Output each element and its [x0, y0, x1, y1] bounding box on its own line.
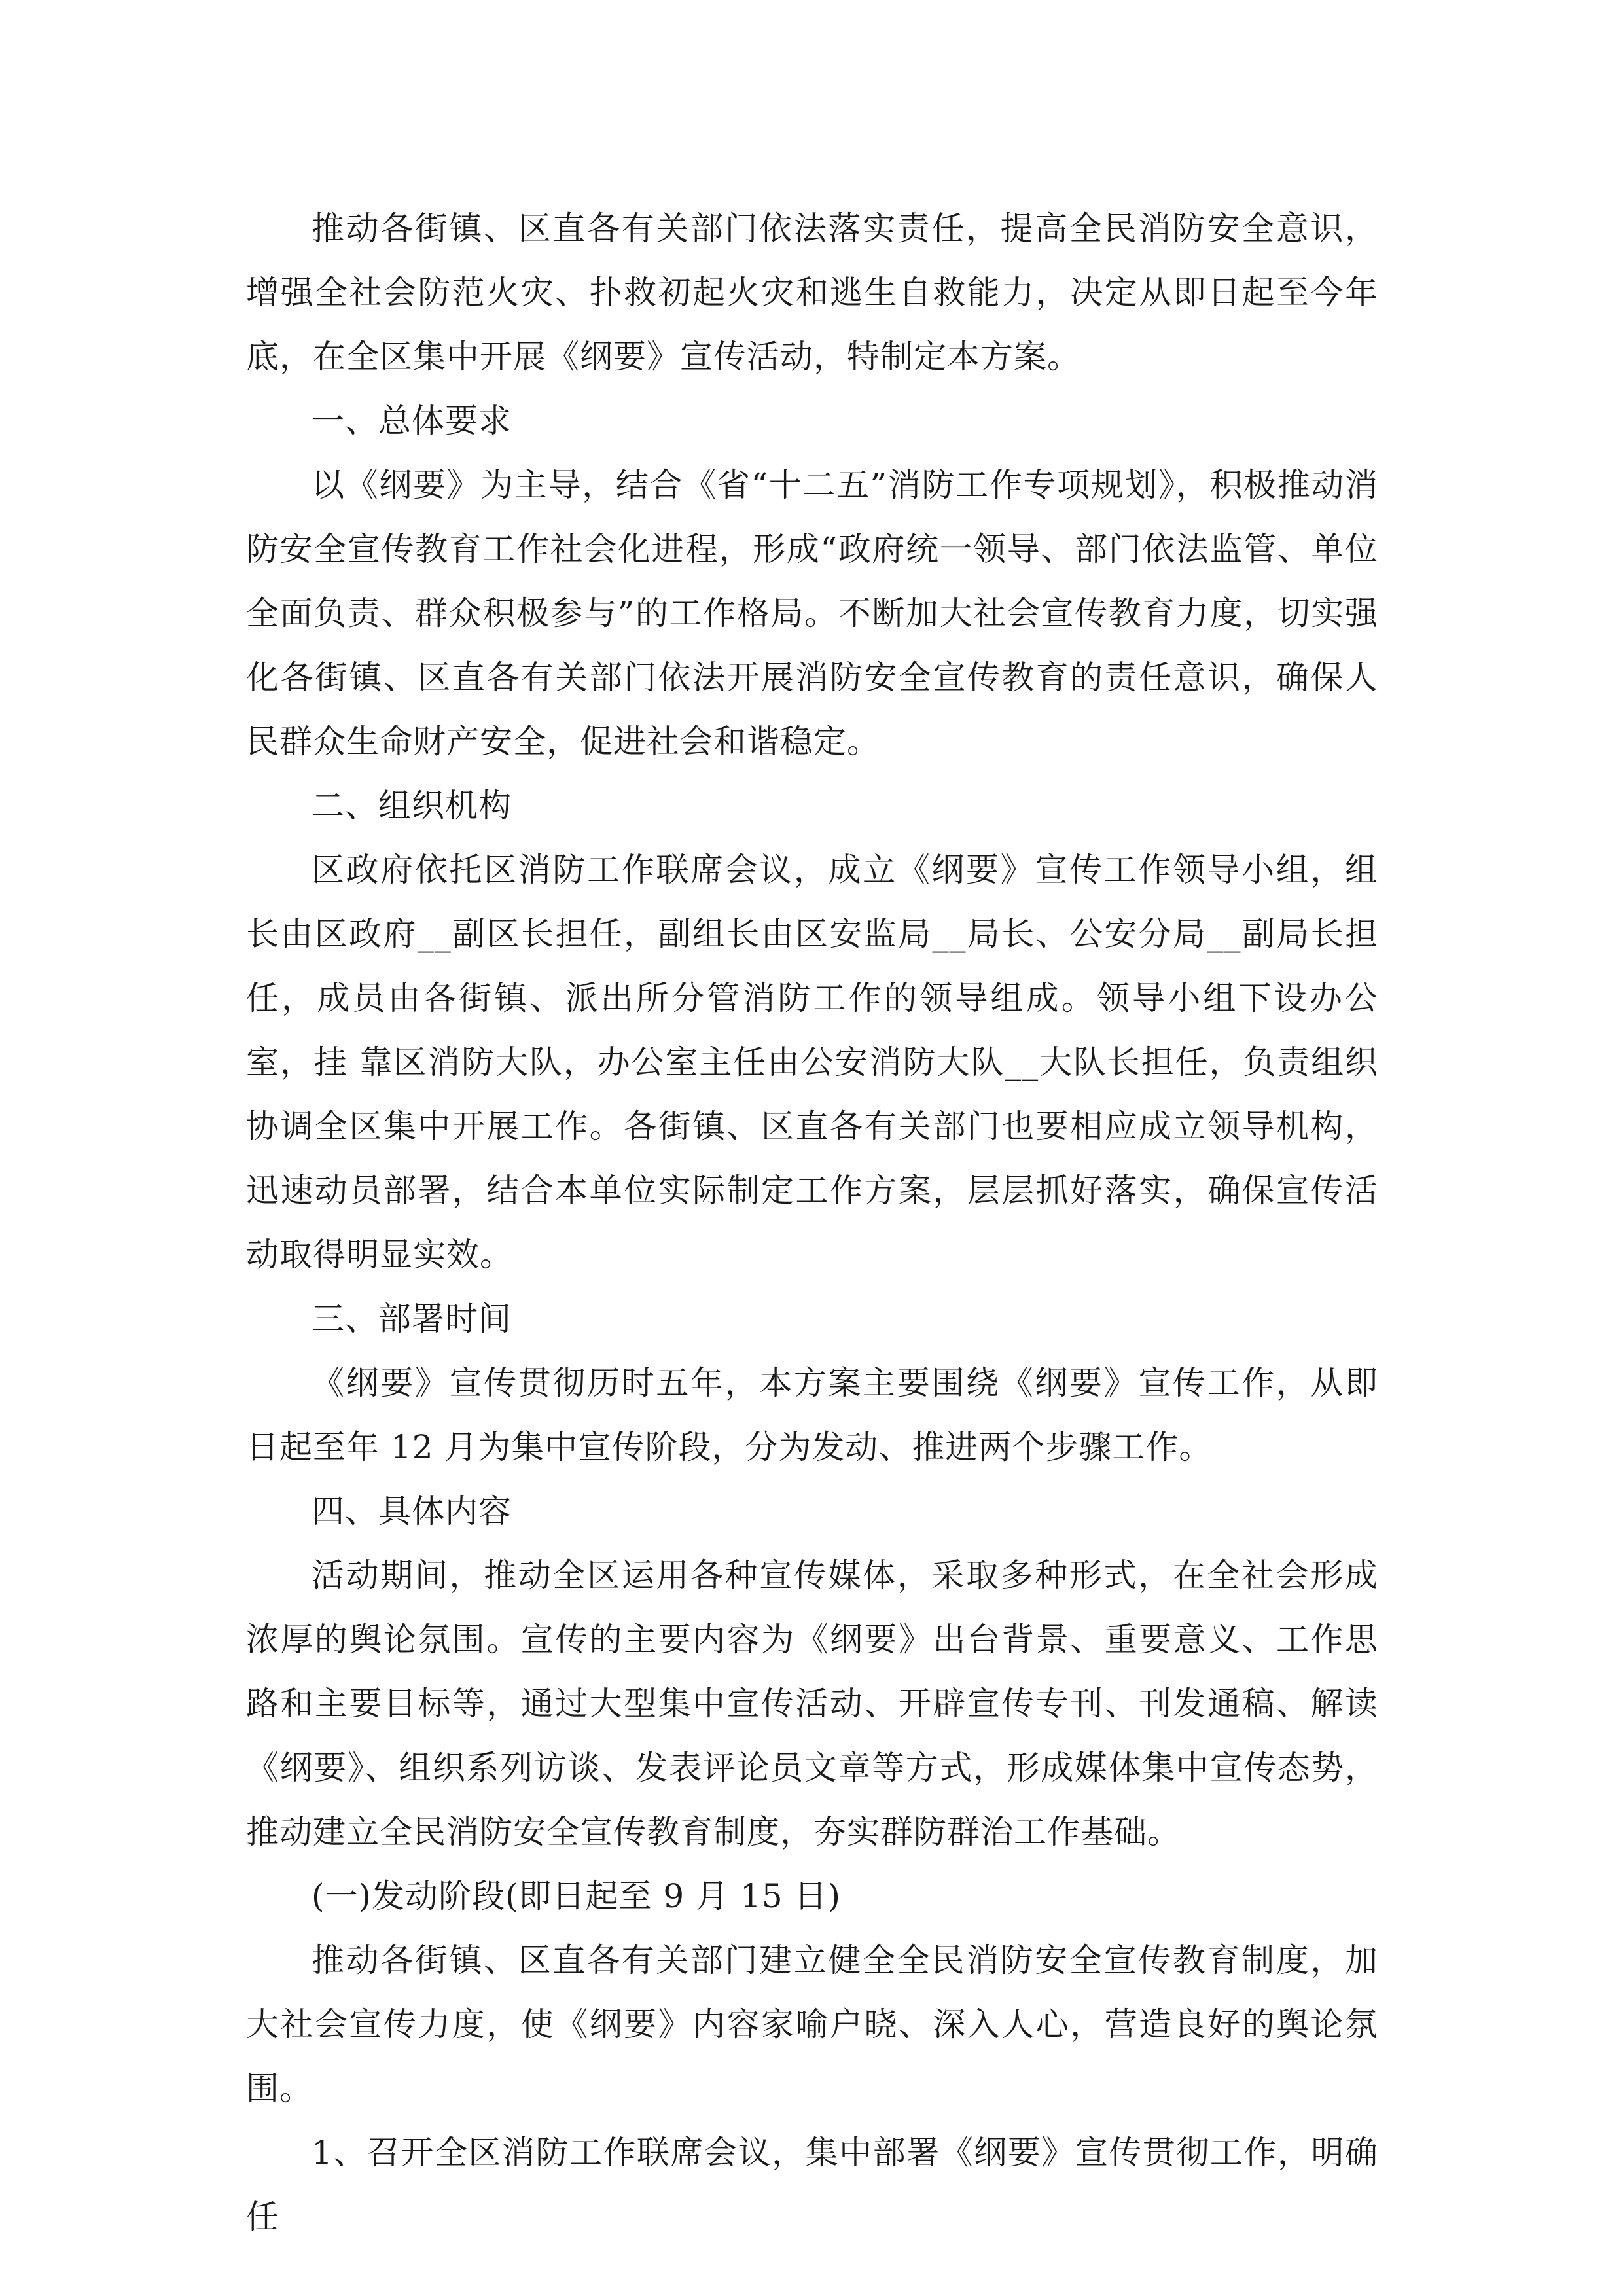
paragraph-mobilization: 推动各街镇、区直各有关部门建立健全全民消防安全宣传教育制度，加大社会宣传力度，使《纲要》内容家喻户晓、深入人心，营造良好的舆论氛围。	[246, 1941, 1378, 2108]
paragraph-schedule: 《纲要》宣传贯彻历时五年，本方案主要围绕《纲要》宣传工作，从即日起至年 12 月为集中宣传阶段，分为发动、推进两个步骤工作。	[246, 1364, 1378, 1466]
section-heading-3: 三、部署时间	[312, 1300, 512, 1338]
paragraph-content: 活动期间，推动全区运用各种宣传媒体，采取多种形式，在全社会形成浓厚的舆论氛围。宣传的主要内容为《纲要》出台背景、重要意义、工作思路和主要目标等，通过大型集中宣传活动、开辟宣传专刊、刊发通稿、解读《纲要》、组织系列访谈、发表评论员文章等方式，形成媒体集中宣传态势，推动建立全民消防安全宣传教育制度，夯实群防群治工作基础。	[246, 1556, 1378, 1851]
paragraph-intro: 推动各街镇、区直各有关部门依法落实责任，提高全民消防安全意识，增强全社会防范火灾、扑救初起火灾和逃生自救能力，决定从即日起至今年底，在全区集中开展《纲要》宣传活动，特制定本方案。	[246, 209, 1378, 376]
paragraph-general-requirements: 以《纲要》为主导，结合《省“十二五”消防工作专项规划》，积极推动消防安全宣传教育工作社会化进程，形成“政府统一领导、部门依法监管、单位全面负责、群众积极参与”的工作格局。不断加大社会宣传教育力度，切实强化各街镇、区直各有关部门依法开展消防安全宣传教育的责任意识，确保人民群众生命财产安全，促进社会和谐稳定。	[246, 466, 1378, 761]
section-heading-4: 四、具体内容	[312, 1492, 512, 1530]
paragraph-organization: 区政府依托区消防工作联席会议，成立《纲要》宣传工作领导小组，组长由区政府__副区长担任，副组长由区安监局__局长、公安分局__副局长担任，成员由各街镇、派出所分管消防工作的领导组成。领导小组下设办公室，挂 靠区消防大队，办公室主任由公安消防大队__大队长担任，负责组织协调全区集中开展工作。各街镇、区直各有关部门也要相应成立领导机构，迅速动员部署，结合本单位实际制定工作方案，层层抓好落实，确保宣传活动取得明显实效。	[246, 851, 1378, 1274]
subsection-heading-mobilization: (一)发动阶段(即日起至 9 月 15 日)	[312, 1877, 842, 1915]
document-body	[246, 196, 1378, 2249]
section-heading-2: 二、组织机构	[312, 787, 512, 825]
paragraph-item-1: 1、召开全区消防工作联席会议，集中部署《纲要》宣传贯彻工作，明确任	[246, 2134, 1378, 2236]
section-heading-1: 一、总体要求	[312, 402, 512, 440]
